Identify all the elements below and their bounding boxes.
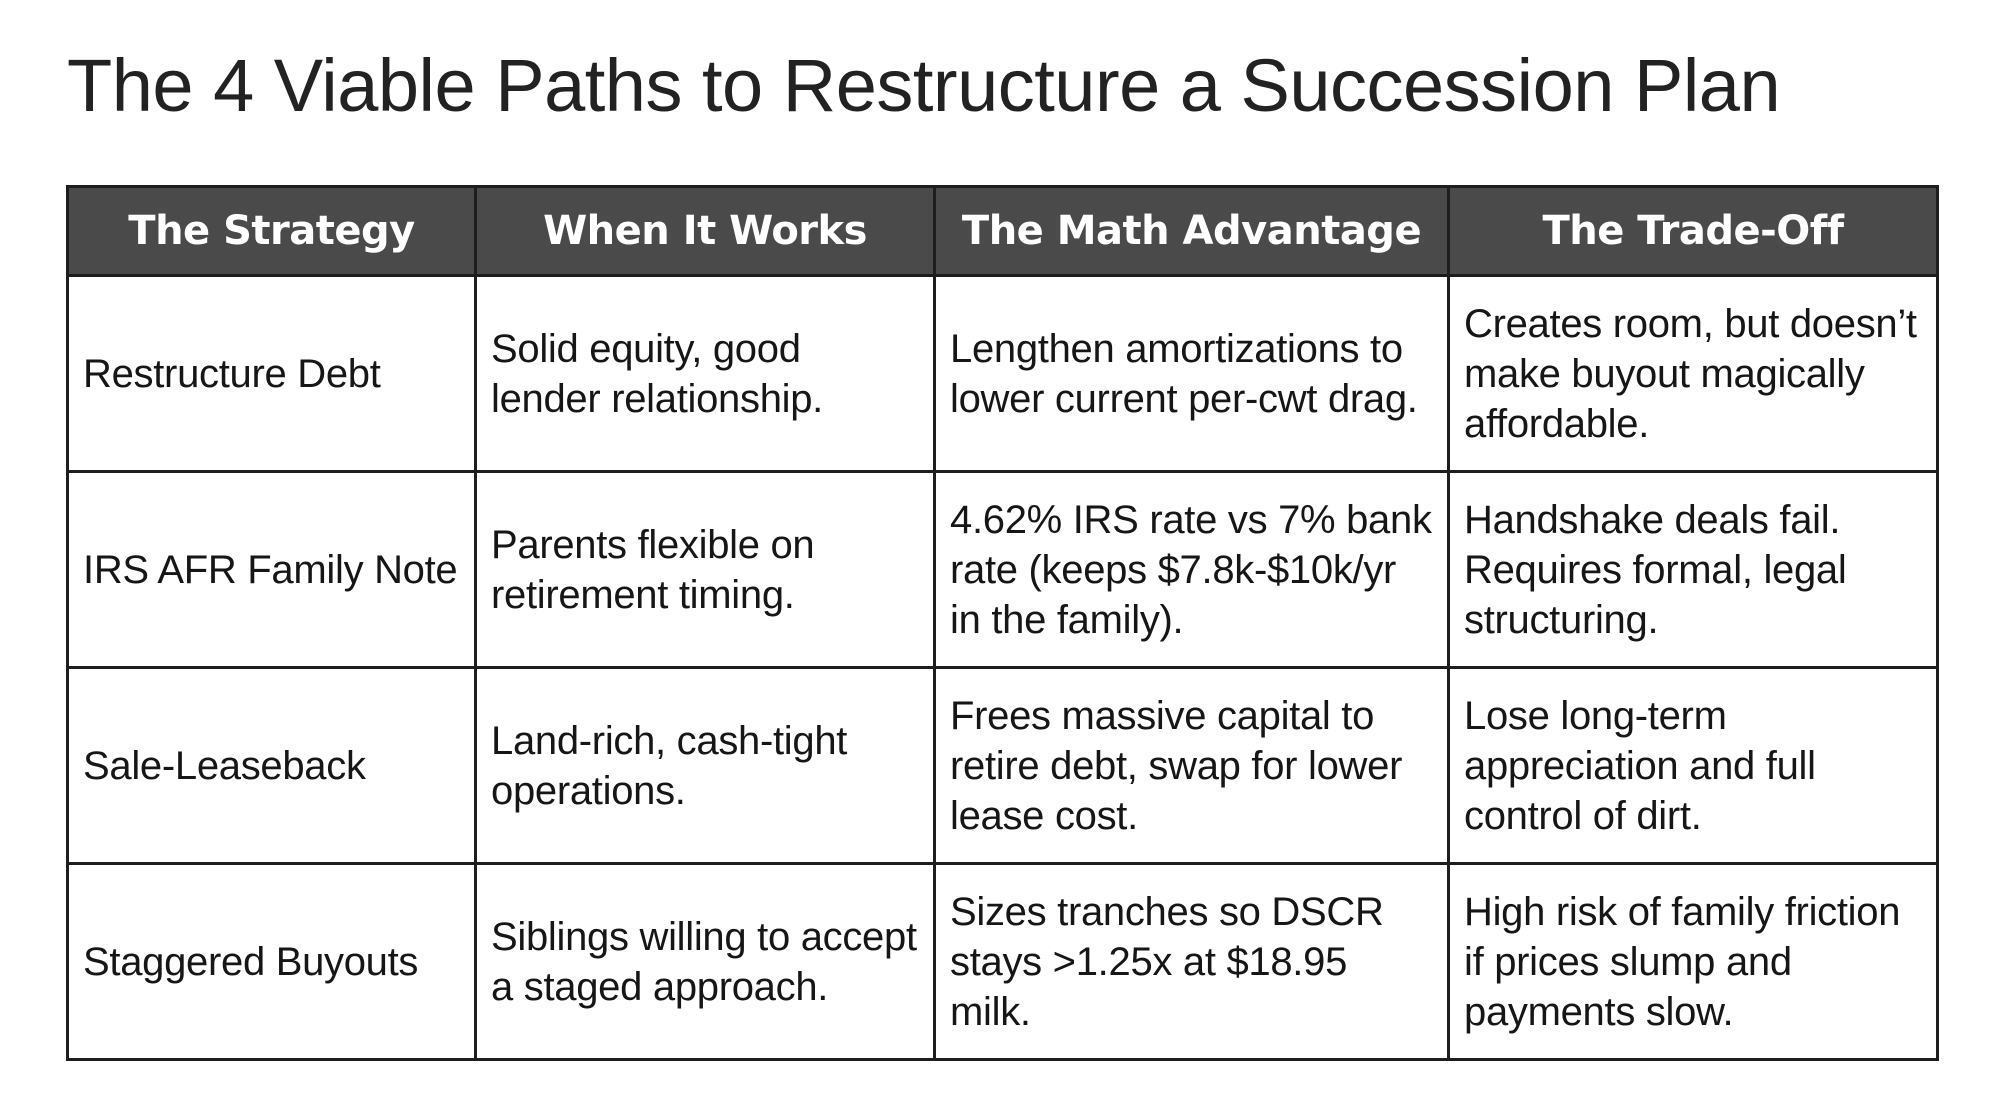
- table-row: [68, 864, 1938, 1060]
- cell-strategy: Sale-Leaseback: [68, 668, 476, 864]
- cell-trade-off: Handshake deals fail. Requires formal, legal structuring.: [1449, 472, 1938, 668]
- cell-math-advantage: Sizes tranches so DSCR stays >1.25x at $18.95 milk.: [935, 864, 1449, 1060]
- header-math-advantage: The Math Advantage: [935, 187, 1449, 276]
- cell-trade-off: High risk of family friction if prices slump and payments slow.: [1449, 864, 1938, 1060]
- strategy-table: [66, 185, 1939, 1061]
- cell-math-advantage: Lengthen amortizations to lower current per-cwt drag.: [935, 276, 1449, 472]
- cell-trade-off: Creates room, but doesn’t make buyout magically affordable.: [1449, 276, 1938, 472]
- table-row: [68, 668, 1938, 864]
- header-strategy: The Strategy: [68, 187, 476, 276]
- cell-when-it-works: Parents flexible on retirement timing.: [476, 472, 935, 668]
- table-row: [68, 472, 1938, 668]
- cell-when-it-works: Land-rich, cash-tight operations.: [476, 668, 935, 864]
- cell-strategy: Staggered Buyouts: [68, 864, 476, 1060]
- cell-strategy: IRS AFR Family Note: [68, 472, 476, 668]
- cell-math-advantage: Frees massive capital to retire debt, swap for lower lease cost.: [935, 668, 1449, 864]
- header-trade-off: The Trade-Off: [1449, 187, 1938, 276]
- cell-trade-off: Lose long-term appreciation and full control of dirt.: [1449, 668, 1938, 864]
- table-row: [68, 276, 1938, 472]
- cell-when-it-works: Siblings willing to accept a staged approach.: [476, 864, 935, 1060]
- page-title: The 4 Viable Paths to Restructure a Succession Plan: [67, 44, 1781, 127]
- table-header-row: [68, 187, 1938, 276]
- cell-strategy: Restructure Debt: [68, 276, 476, 472]
- cell-when-it-works: Solid equity, good lender relationship.: [476, 276, 935, 472]
- cell-math-advantage: 4.62% IRS rate vs 7% bank rate (keeps $7.8k-$10k/yr in the family).: [935, 472, 1449, 668]
- header-when-it-works: When It Works: [476, 187, 935, 276]
